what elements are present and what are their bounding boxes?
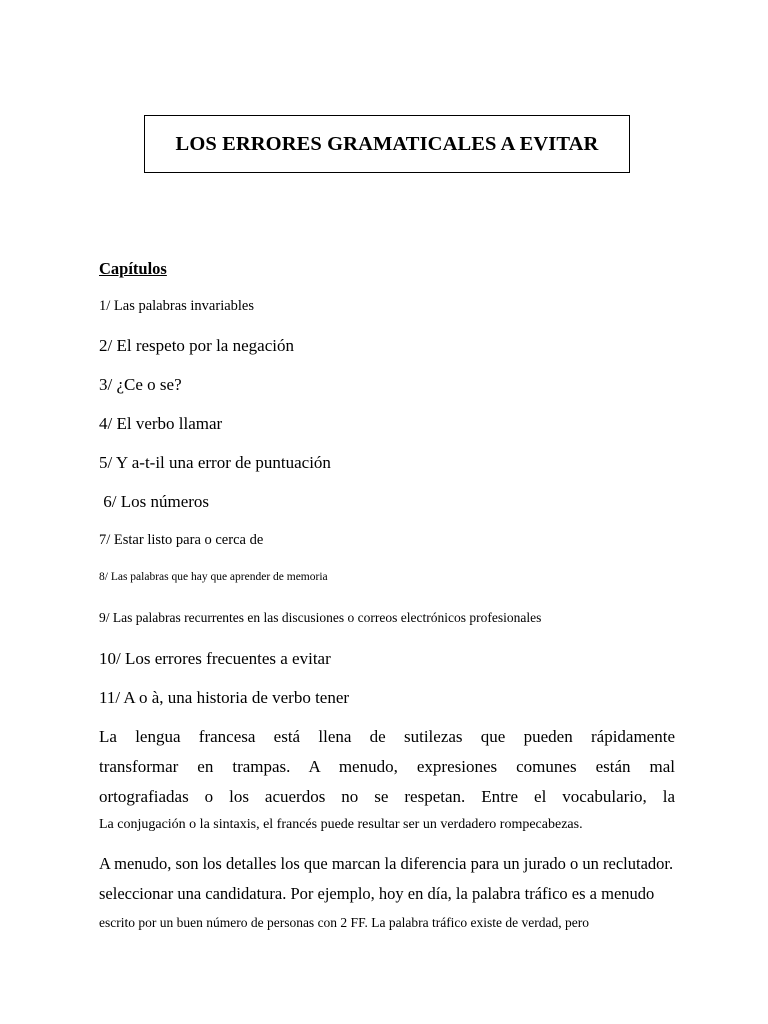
chapter-item-6: 6/ Los números xyxy=(99,492,210,511)
paragraph-line-3: ortografiadas o los acuerdos no se respetan. Entre el vocabulario, la xyxy=(99,787,675,806)
chapters-heading: Capítulos xyxy=(99,259,167,278)
chapter-item-9: 9/ Las palabras recurrentes en las discusiones o correos electrónicos profesionales xyxy=(99,610,542,625)
paragraph-line-1: La lengua francesa está llena de sutilezas que pueden rápidamente xyxy=(99,727,675,746)
paragraph-line-6: seleccionar una candidatura. Por ejemplo, hoy en día, la palabra tráfico es a menudo xyxy=(99,884,655,903)
chapter-item-7: 7/ Estar listo para o cerca de xyxy=(99,532,264,548)
chapter-item-8: 8/ Las palabras que hay que aprender de memoria xyxy=(99,571,328,583)
chapter-item-10: 10/ Los errores frecuentes a evitar xyxy=(99,649,331,668)
paragraph-line-5: A menudo, son los detalles los que marcan la diferencia para un jurado o un reclutador. xyxy=(99,854,674,873)
paragraph-line-4: La conjugación o la sintaxis, el francés puede resultar ser un verdadero rompecabezas. xyxy=(99,817,583,832)
chapter-item-2: 2/ El respeto por la negación xyxy=(99,336,294,355)
document-title: LOS ERRORES GRAMATICALES A EVITAR xyxy=(175,132,599,155)
chapter-item-5: 5/ Y a-t-il una error de puntuación xyxy=(99,453,331,472)
chapter-item-1: 1/ Las palabras invariables xyxy=(99,298,255,314)
chapter-item-3: 3/ ¿Ce o se? xyxy=(99,375,182,394)
paragraph-line-2: transformar en trampas. A menudo, expresiones comunes están mal xyxy=(99,757,675,776)
title-box xyxy=(144,115,630,173)
chapter-item-4: 4/ El verbo llamar xyxy=(99,414,223,433)
paragraph-line-7: escrito por un buen número de personas con 2 FF. La palabra tráfico existe de verdad, pero xyxy=(99,915,590,930)
chapter-item-11: 11/ A o à, una historia de verbo tener xyxy=(99,688,350,707)
